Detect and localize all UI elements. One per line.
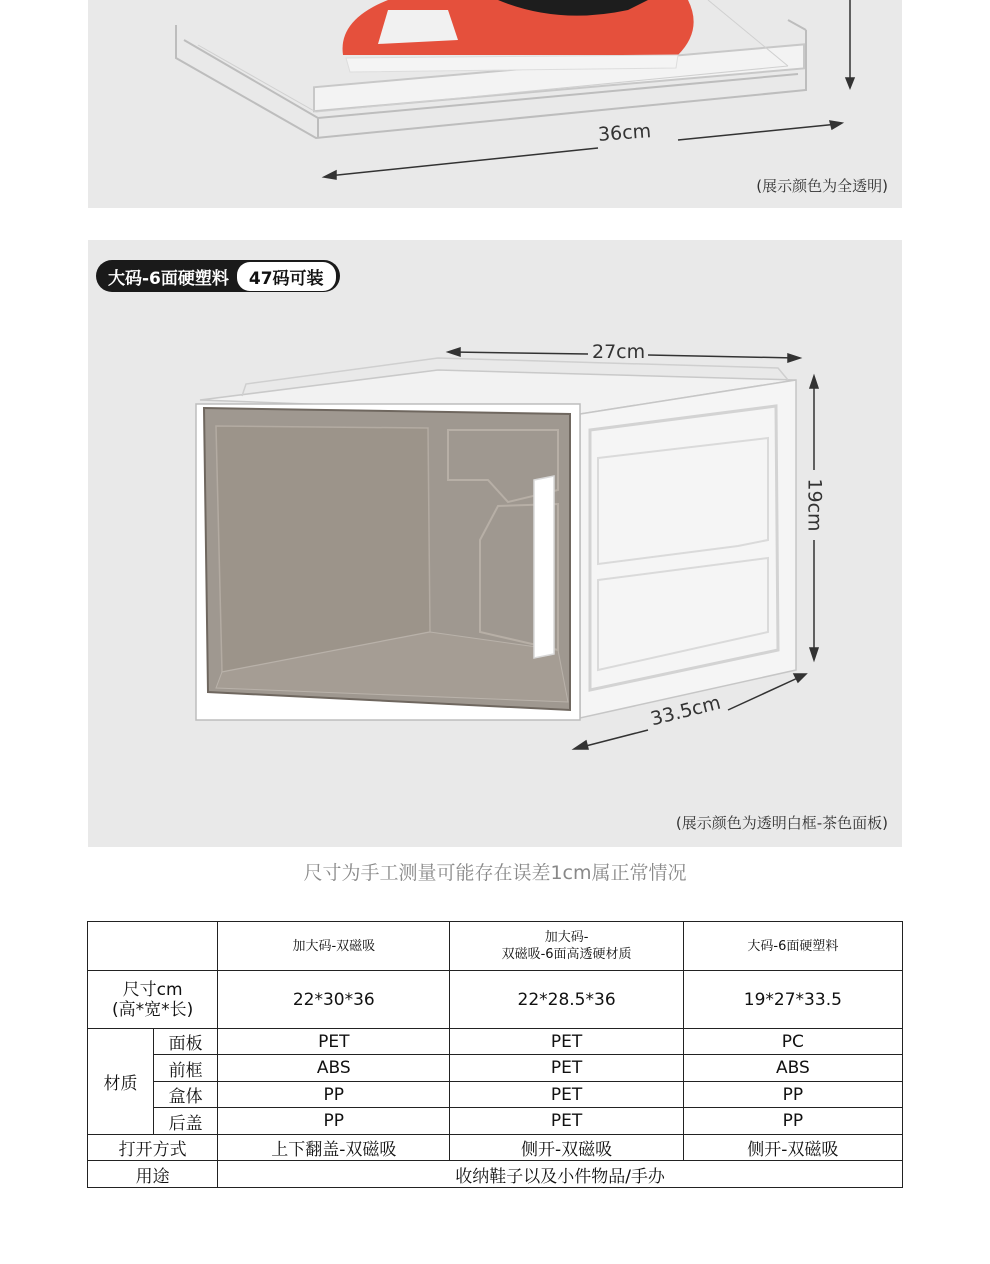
table-row bbox=[88, 1082, 903, 1108]
table-cell: ABS bbox=[218, 1055, 450, 1082]
table-cell: PP bbox=[683, 1082, 902, 1108]
height-dimension-label: 19cm bbox=[803, 478, 826, 532]
table-row bbox=[88, 1108, 903, 1135]
table-cell: PP bbox=[683, 1108, 902, 1135]
row-label-size: 尺寸cm (高*宽*长) bbox=[88, 971, 218, 1029]
material-part-label: 盒体 bbox=[154, 1082, 218, 1108]
table-row bbox=[88, 1135, 903, 1161]
table-row bbox=[88, 971, 903, 1029]
column-header: 加大码-双磁吸 bbox=[218, 922, 450, 971]
table-cell: PET bbox=[218, 1029, 450, 1055]
table-cell: PP bbox=[218, 1082, 450, 1108]
width-dimension-label: 27cm bbox=[592, 341, 646, 363]
table-cell: 上下翻盖-双磁吸 bbox=[218, 1135, 450, 1161]
table-cell: PET bbox=[450, 1029, 683, 1055]
spec-table bbox=[87, 921, 903, 1188]
table-cell: 19*27*33.5 bbox=[683, 971, 902, 1029]
table-header-row bbox=[88, 922, 903, 971]
table-cell: PC bbox=[683, 1029, 902, 1055]
table-cell: PET bbox=[450, 1055, 683, 1082]
table-cell: ABS bbox=[683, 1055, 902, 1082]
product-image-bottom bbox=[88, 240, 902, 847]
table-row bbox=[88, 1029, 903, 1055]
table-row bbox=[88, 1055, 903, 1082]
table-cell: 收纳鞋子以及小件物品/手办 bbox=[218, 1161, 903, 1188]
column-header: 加大码- 双磁吸-6面高透硬材质 bbox=[450, 922, 683, 971]
measurement-note: 尺寸为手工测量可能存在误差1cm属正常情况 bbox=[303, 862, 687, 884]
table-cell: 22*28.5*36 bbox=[450, 971, 683, 1029]
table-cell: 侧开-双磁吸 bbox=[450, 1135, 683, 1161]
model-name: 大码-6面硬塑料 bbox=[108, 268, 229, 289]
material-part-label: 前框 bbox=[154, 1055, 218, 1082]
table-cell: 侧开-双磁吸 bbox=[683, 1135, 902, 1161]
color-caption: (展示颜色为透明白框-茶色面板) bbox=[675, 814, 888, 832]
length-dimension-label: 36cm bbox=[597, 120, 652, 146]
row-label-material: 材质 bbox=[88, 1029, 154, 1135]
sneaker-illustration bbox=[343, 0, 694, 72]
table-cell: PET bbox=[450, 1108, 683, 1135]
material-part-label: 面板 bbox=[154, 1029, 218, 1055]
row-label-open-method: 打开方式 bbox=[88, 1135, 218, 1161]
product-image-top bbox=[88, 0, 902, 208]
table-cell: PP bbox=[218, 1108, 450, 1135]
header-corner bbox=[88, 922, 218, 971]
material-part-label: 后盖 bbox=[154, 1108, 218, 1135]
color-caption: (展示颜色为全透明) bbox=[756, 177, 888, 195]
table-cell: PET bbox=[450, 1082, 683, 1108]
table-row bbox=[88, 1161, 903, 1188]
shoe-box-illustration bbox=[88, 240, 902, 847]
shoe-size-tag: 47码可装 bbox=[237, 262, 336, 291]
length-dimension-label: 33.5cm bbox=[648, 691, 723, 731]
table-cell: 22*30*36 bbox=[218, 971, 450, 1029]
column-header: 大码-6面硬塑料 bbox=[683, 922, 902, 971]
row-label-usage: 用途 bbox=[88, 1161, 218, 1188]
